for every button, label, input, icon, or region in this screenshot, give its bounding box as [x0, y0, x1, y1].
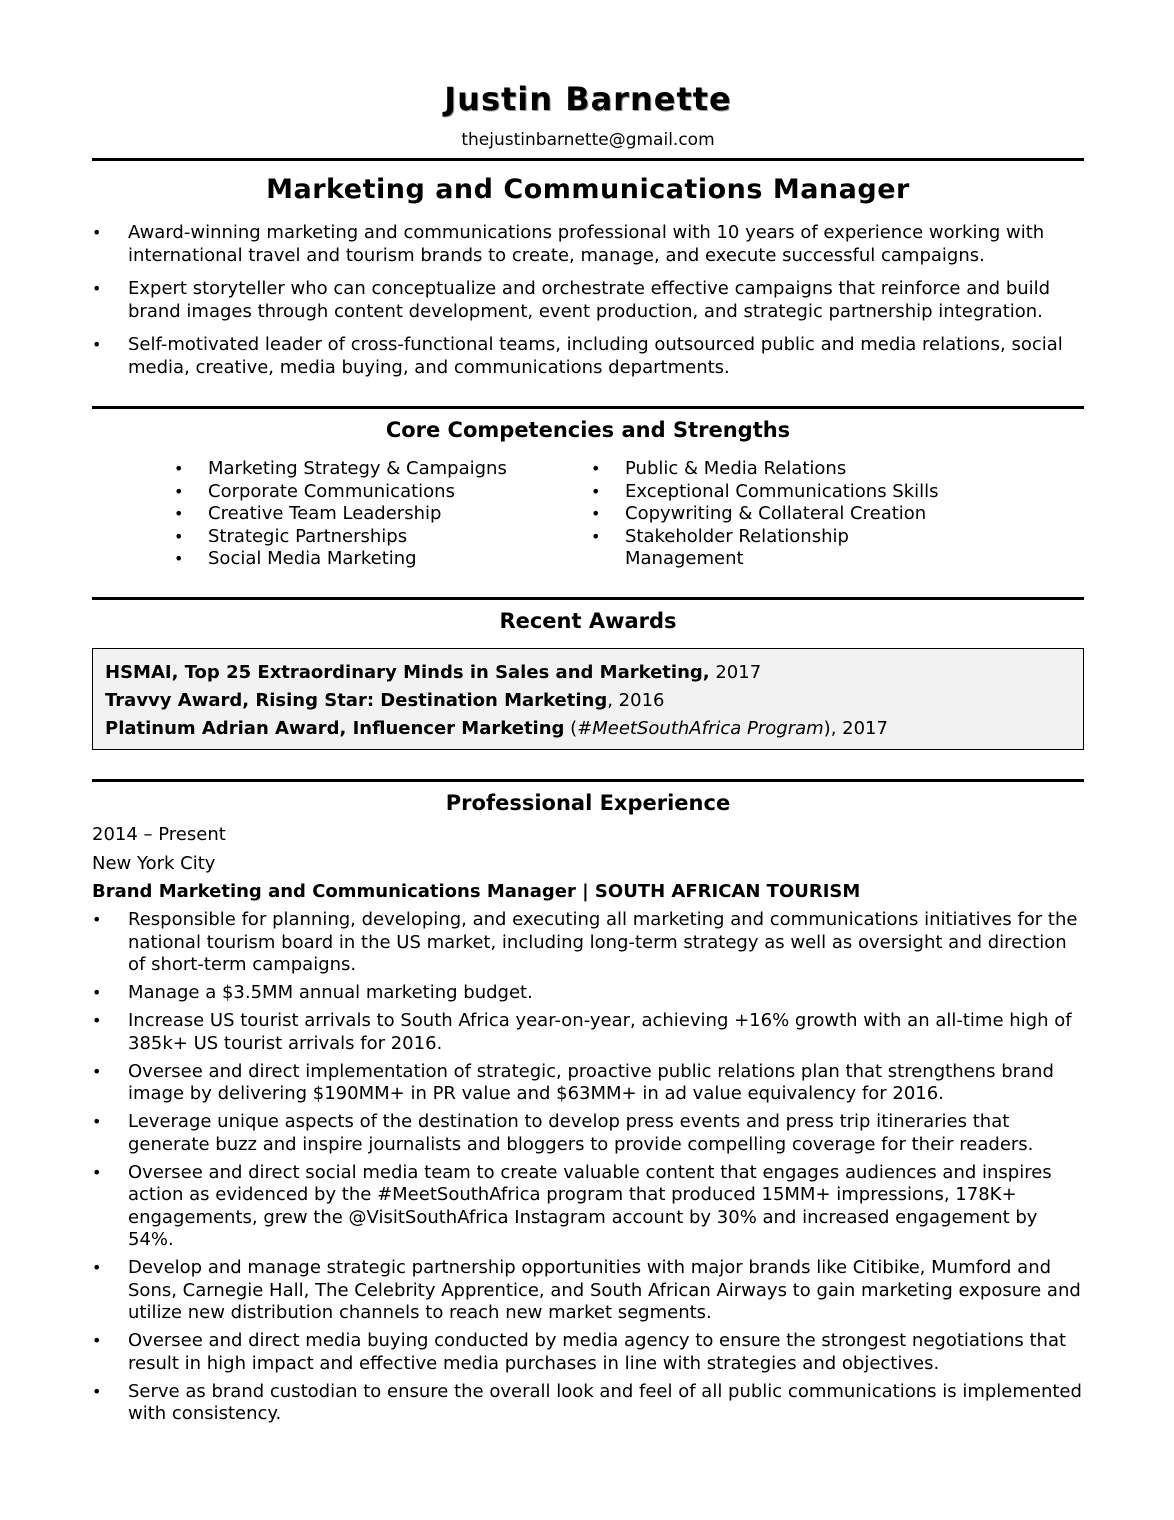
experience-item: • Oversee and direct media buying conducted by media agency to ensure the strongest negotiations that result in high impact and effective media purchases in line with strategies and objectives. — [92, 1330, 1084, 1375]
award-year: ), 2017 — [823, 718, 888, 739]
experience-item: • Responsible for planning, developing, and executing all marketing and communications initiatives for the national tourism board in the US market, including long-term strategy as well as oversight and direction of short-term campaigns. — [92, 909, 1084, 977]
experience-item: • Oversee and direct social media team to create valuable content that engages audiences and inspires action as evidenced by the #MeetSouthAfrica program that produced 15MM+ impressions, 178K+ engagements, grew the @VisitSouthAfrica Instagram account by 30% and increased engagement by 54%. — [92, 1162, 1084, 1252]
experience-item: • Develop and manage strategic partnership opportunities with major brands like Citibike, Mumford and Sons, Carnegie Hall, The Celebrity Apprentice, and South African Airways to gain marketing exposure and utilize new distribution channels to reach new market segments. — [92, 1257, 1084, 1325]
job-location: New York City — [92, 853, 216, 874]
experience-item: • Serve as brand custodian to ensure the overall look and feel of all public communications is implemented with consistency. — [92, 1381, 1084, 1426]
experience-title: Professional Experience — [445, 791, 731, 815]
awards-box — [92, 648, 1084, 750]
job-dates: 2014 – Present — [92, 824, 226, 845]
competencies-right-column — [591, 458, 961, 571]
award-name: Travvy Award, Rising Star: Destination Marketing — [105, 690, 608, 711]
award-item: Platinum Adrian Award, Influencer Marketing (#MeetSouthAfrica Program), 2017 — [105, 718, 888, 739]
divider — [92, 597, 1084, 600]
competency-item: • Copywriting & Collateral Creation — [591, 503, 961, 526]
competency-item: • Strategic Partnerships — [174, 526, 554, 549]
competency-item: • Marketing Strategy & Campaigns — [174, 458, 554, 481]
award-year: 2017 — [709, 662, 762, 683]
summary-list — [92, 222, 1084, 390]
divider — [92, 779, 1084, 782]
experience-bullets — [92, 909, 1084, 1431]
divider — [92, 406, 1084, 409]
summary-item: • Expert storyteller who can conceptualize and orchestrate effective campaigns that reinforce and build brand images through content development, event production, and strategic partnership integration. — [92, 278, 1084, 323]
competencies-left-column — [174, 458, 554, 571]
award-name: Platinum Adrian Award, Influencer Marketing — [105, 718, 565, 739]
professional-headline: Marketing and Communications Manager — [266, 174, 910, 205]
award-name: HSMAI, Top 25 Extraordinary Minds in Sales and Marketing, — [105, 662, 710, 683]
job-title: Brand Marketing and Communications Manager | SOUTH AFRICAN TOURISM — [92, 881, 861, 902]
experience-item: • Increase US tourist arrivals to South Africa year-on-year, achieving +16% growth with an all-time high of 385k+ US tourist arrivals for 2016. — [92, 1010, 1084, 1055]
awards-title: Recent Awards — [499, 609, 677, 633]
competency-item: • Exceptional Communications Skills — [591, 481, 961, 504]
contact-email[interactable]: thejustinbarnette@gmail.com — [461, 130, 715, 150]
award-year: , 2016 — [607, 690, 665, 711]
experience-item: • Manage a $3.5MM annual marketing budget. — [92, 982, 1084, 1005]
award-note: #MeetSouthAfrica Program — [577, 718, 824, 739]
candidate-name: Justin Barnette — [444, 80, 732, 118]
competency-item: • Public & Media Relations — [591, 458, 961, 481]
competency-item: • Social Media Marketing — [174, 548, 554, 571]
experience-item: • Oversee and direct implementation of strategic, proactive public relations plan that strengthens brand image by delivering $190MM+ in PR value and $63MM+ in ad value equivalency for 2016. — [92, 1061, 1084, 1106]
award-item — [105, 687, 1071, 715]
divider — [92, 158, 1084, 161]
summary-item: • Self-motivated leader of cross-functional teams, including outsourced public and media relations, social media, creative, media buying, and communications departments. — [92, 334, 1084, 379]
competency-item: • Creative Team Leadership — [174, 503, 554, 526]
experience-item: • Leverage unique aspects of the destination to develop press events and press trip itineraries that generate buzz and inspire journalists and bloggers to provide compelling coverage for their readers. — [92, 1111, 1084, 1156]
award-item — [105, 659, 1071, 687]
summary-item: • Award-winning marketing and communications professional with 10 years of experience working with international travel and tourism brands to create, manage, and execute successful campaigns. — [92, 222, 1084, 267]
competency-item: • Corporate Communications — [174, 481, 554, 504]
competency-item: • Stakeholder Relationship Management — [591, 526, 961, 571]
competencies-title: Core Competencies and Strengths — [385, 418, 791, 442]
